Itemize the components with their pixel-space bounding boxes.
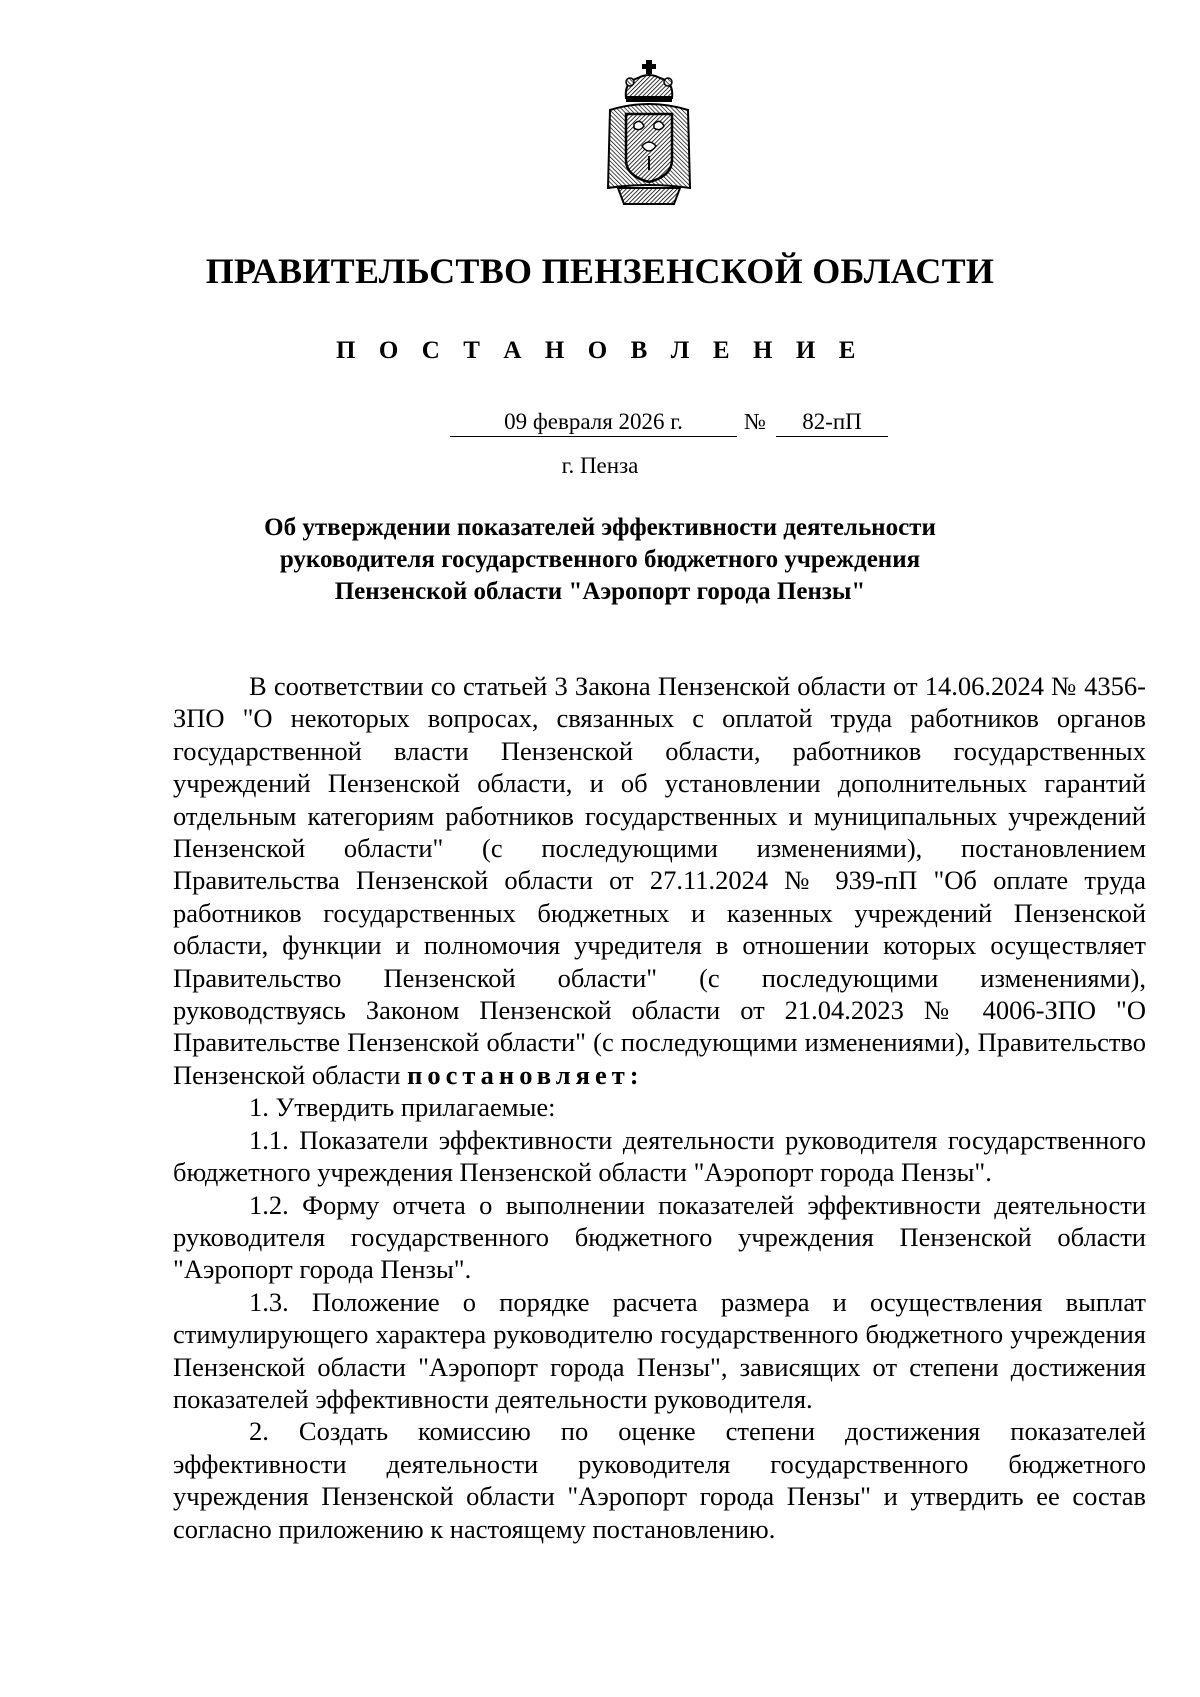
resolves-keyword: постановляет: — [407, 1059, 644, 1090]
document-date: 09 февраля 2026 г. — [450, 408, 737, 437]
subject-line-2: руководителя государственного бюджетного учреждения — [279, 546, 921, 573]
city: г. Пенза — [561, 453, 639, 478]
document-type: П О С Т А Н О В Л Е Н И Е — [335, 337, 865, 364]
subject-line-3: Пензенской области "Аэропорт города Пензы" — [334, 578, 866, 605]
document-number: 82-пП — [776, 408, 888, 437]
item-1-2: 1.2. Форму отчета о выполнении показателей эффективности деятельности руководителя государственного бюджетного учреждения Пензенской области "Аэропорт города Пензы". — [173, 1189, 1146, 1285]
document-subject — [200, 512, 1000, 608]
date-number-line — [0, 408, 1200, 444]
item-1: 1. Утвердить прилагаемые: — [249, 1092, 556, 1123]
item-1-1: 1.1. Показатели эффективности деятельности руководителя государственного бюджетного учреждения Пензенской области "Аэропорт города Пензы". — [173, 1124, 1146, 1188]
item-2: 2. Создать комиссию по оценке степени достижения показателей эффективности деятельности руководителя государственного бюджетного учреждения Пензенской области "Аэропорт города Пензы" и утвердить ее состав согласно приложению к настоящему постановлению. — [173, 1416, 1146, 1544]
subject-line-1: Об утверждении показателей эффективности деятельности — [264, 514, 936, 541]
preamble-paragraph — [173, 670, 1146, 1091]
coat-of-arms-icon — [604, 58, 694, 208]
document-body — [173, 670, 1146, 1545]
item-1-3: 1.3. Положение о порядке расчета размера и осуществления выплат стимулирующего характера руководителю государственного бюджетного учреждения Пензенской области "Аэропорт города Пензы", зависящих от степени достижения показателей эффективности деятельности руководителя. — [173, 1286, 1146, 1414]
preamble-text: В соответствии со статьей 3 Закона Пензенской области от 14.06.2024 № 4356-ЗПО "О некоторых вопросах, связанных с оплатой труда работников органов государственной власти Пензенской области, работников государственных учреждений Пензенской области, и об установлении дополнительных гарантий отдельным категориям работников государственных и муниципальных учреждений Пензенской области" (с последующими изменениями), постановлением Правительства Пензенской области от 27.11.2024 № 939-пП "Об оплате труда работников государственных бюджетных и казенных учреждений Пензенской области, функции и полномочия учредителя в отношении которых осуществляет Правительство Пензенской области" (с последующими изменениями), руководствуясь Законом Пензенской области от 21.04.2023 № 4006-ЗПО "О Правительстве Пензенской области" (с последующими изменениями), Правительство Пензенской области — [173, 671, 1146, 1090]
government-title: ПРАВИТЕЛЬСТВО ПЕНЗЕНСКОЙ ОБЛАСТИ — [205, 251, 995, 291]
number-sign: № — [744, 409, 766, 434]
